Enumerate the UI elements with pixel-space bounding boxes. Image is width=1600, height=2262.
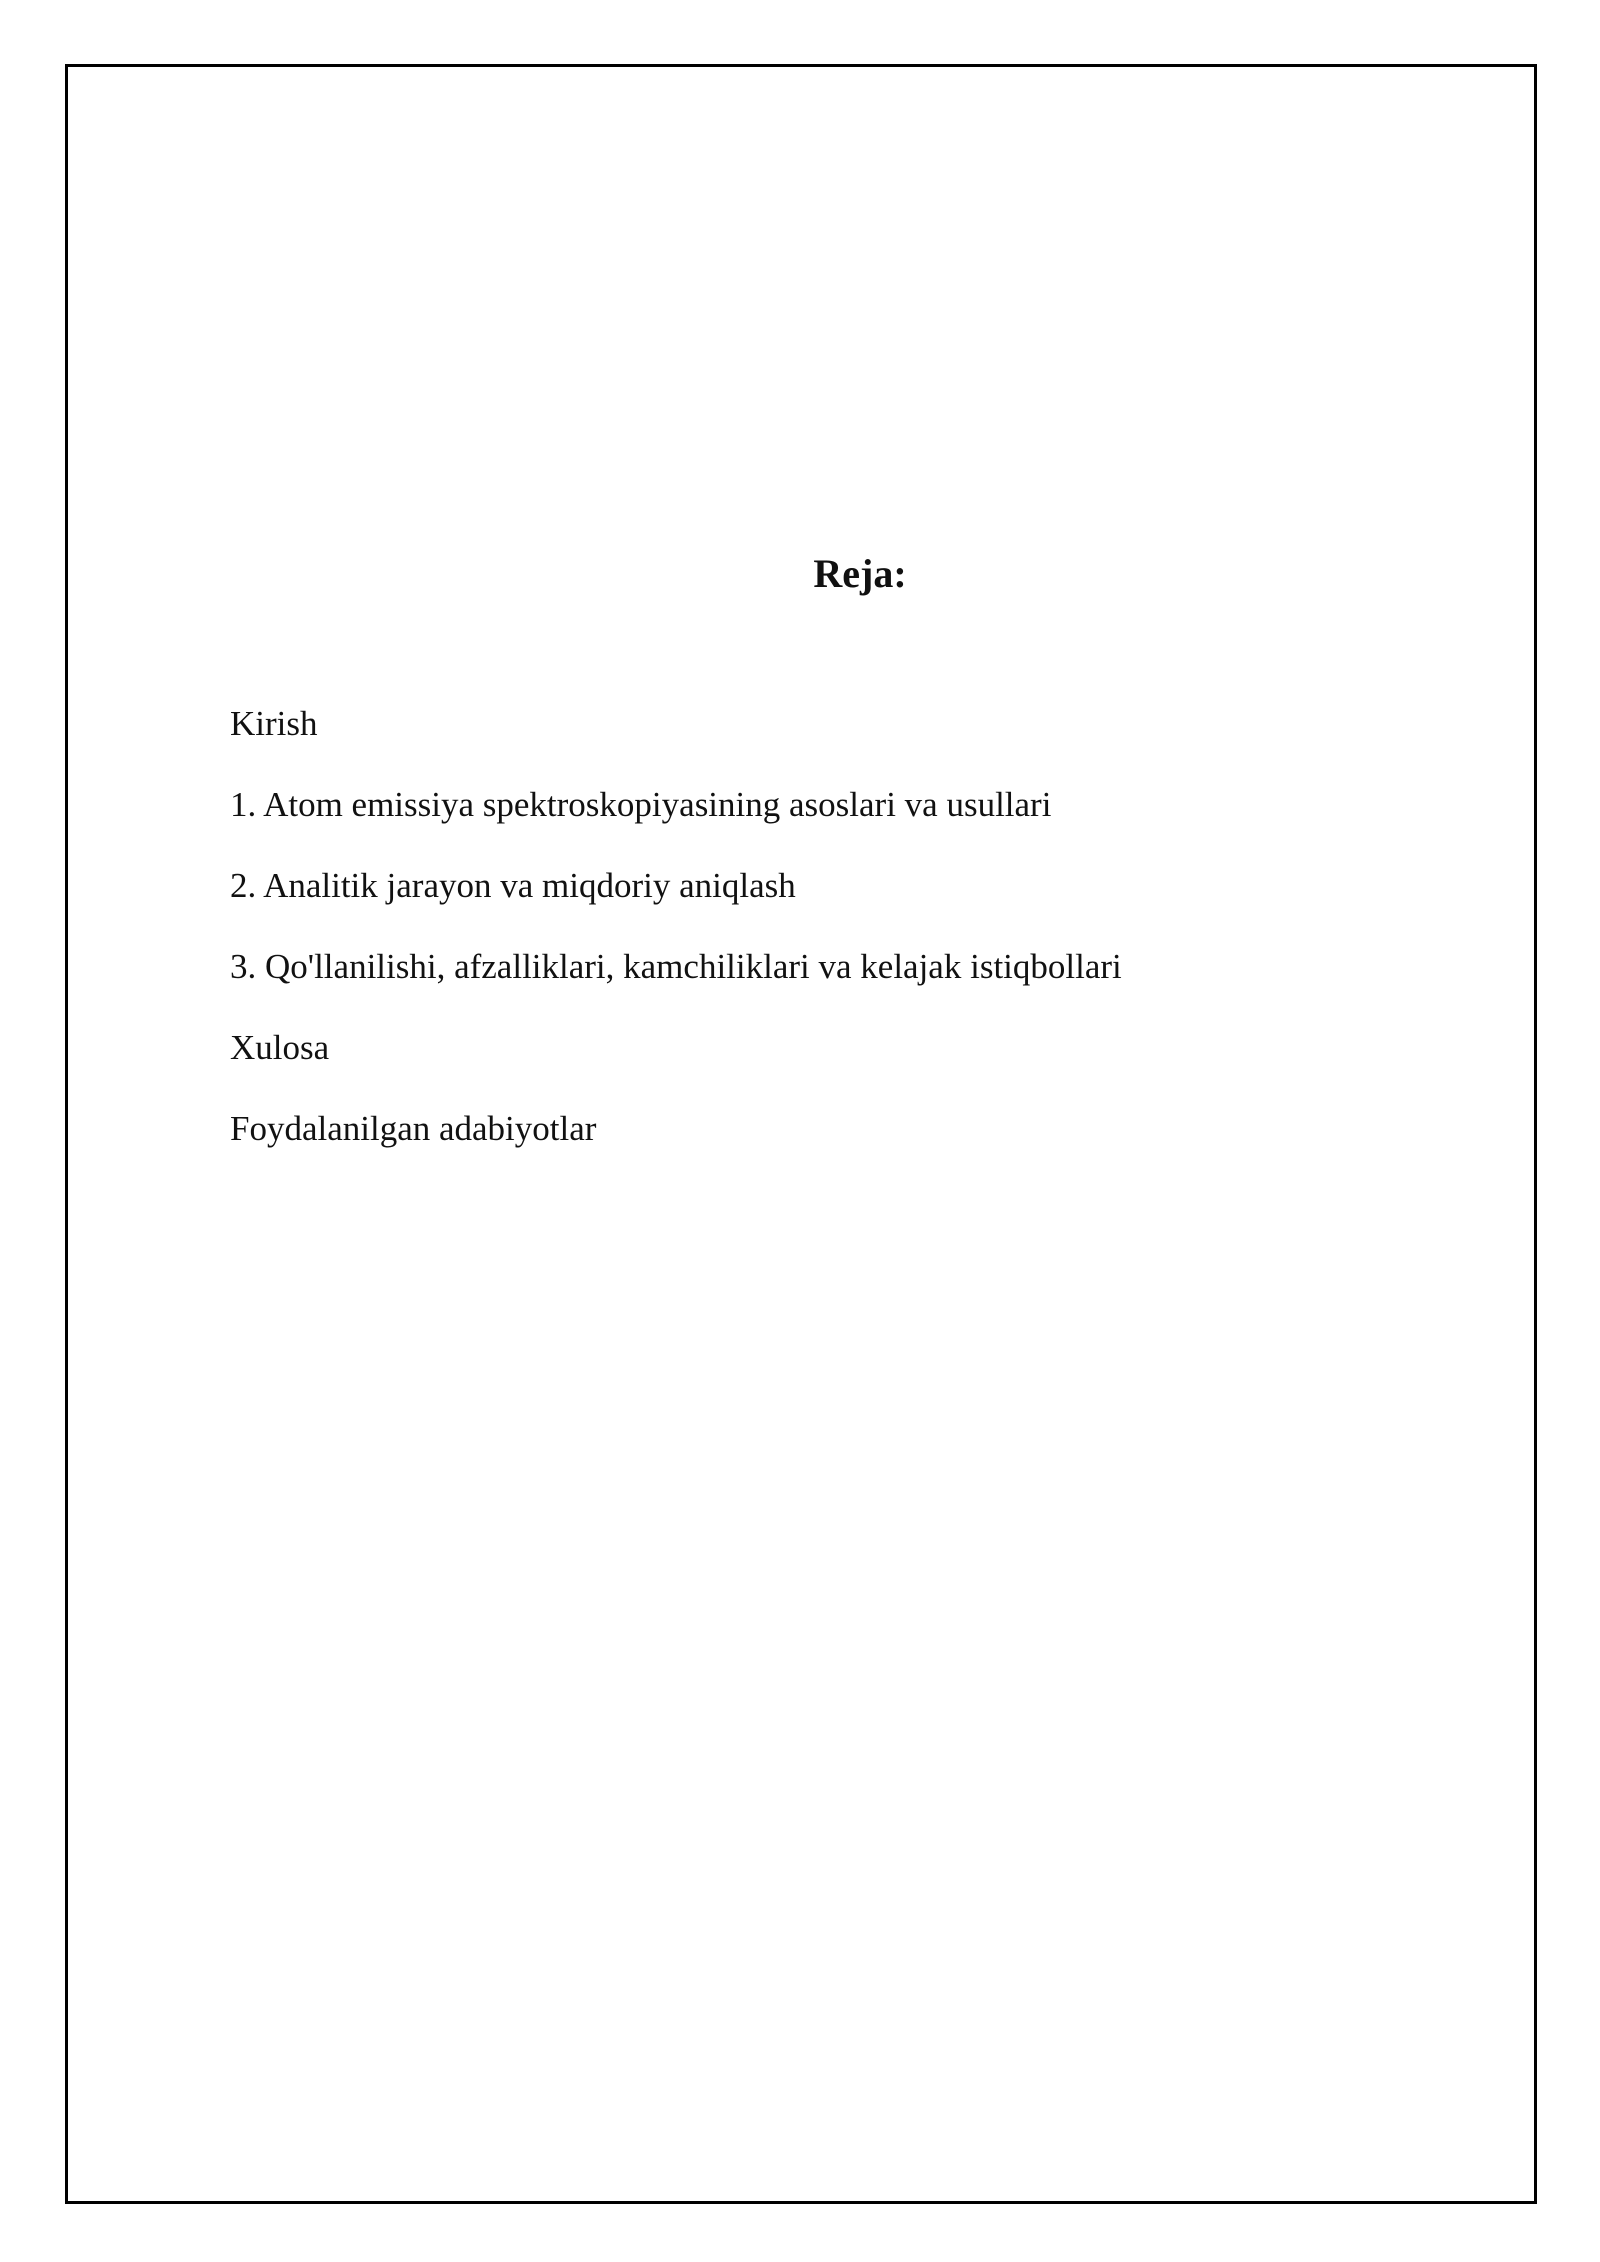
- toc-item-conclusion: Xulosa: [230, 1028, 330, 1067]
- table-of-contents: [230, 704, 1122, 1190]
- toc-item-introduction: Kirish: [230, 704, 318, 743]
- toc-item-references: Foydalanilgan adabiyotlar: [230, 1109, 597, 1148]
- toc-item-chapter-1: 1. Atom emissiya spektroskopiyasining asoslari va usullari: [230, 785, 1052, 824]
- page-title: Reja:: [813, 551, 907, 596]
- toc-item-chapter-2: 2. Analitik jarayon va miqdoriy aniqlash: [230, 866, 796, 905]
- toc-item-chapter-3: 3. Qo'llanilishi, afzalliklari, kamchiliklari va kelajak istiqbollari: [230, 947, 1122, 986]
